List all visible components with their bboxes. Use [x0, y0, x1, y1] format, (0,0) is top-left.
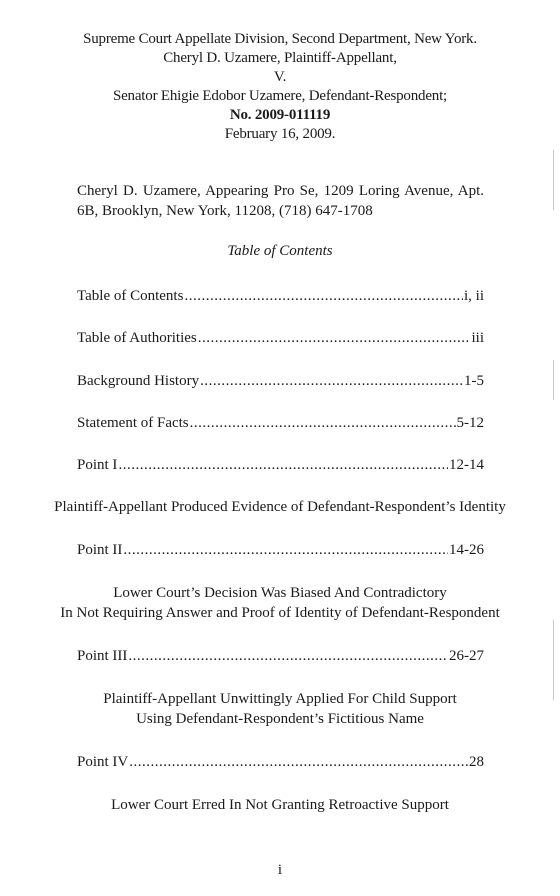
point-title-line: Lower Court Erred In Not Granting Retroactive Support: [111, 797, 449, 813]
toc-dot-leader: [118, 455, 448, 475]
toc-entry-pages: iii: [471, 330, 484, 346]
defendant-line: Senator Ehigie Edobor Uzamere, Defendant-Respondent;: [112, 88, 448, 104]
scan-edge-mark: [553, 150, 554, 210]
court-name: Supreme Court Appellate Division, Second Department, New York.: [83, 31, 477, 47]
toc-entry-pages: 14-26: [449, 542, 484, 558]
toc-entry: [77, 371, 484, 391]
toc-entry-pages: 12-14: [449, 457, 484, 473]
toc-dot-leader: [129, 752, 468, 772]
toc-entry-label: Point I: [77, 457, 118, 473]
toc-entry: [77, 328, 484, 348]
toc-entry-pages: 26-27: [449, 648, 484, 664]
toc-entry: [77, 540, 484, 560]
toc-entry: [77, 413, 484, 433]
toc-dot-leader: [123, 540, 448, 560]
point-title: [40, 689, 520, 729]
point-title-line: Lower Court’s Decision Was Biased And Contradictory: [113, 585, 447, 601]
toc-entry: [77, 646, 484, 666]
point-title-line: In Not Requiring Answer and Proof of Identity of Defendant-Respondent: [60, 605, 500, 621]
toc-entry-pages: i, ii: [463, 288, 484, 304]
toc-dot-leader: [128, 646, 448, 666]
toc-entry-label: Point IV: [77, 754, 129, 770]
scan-edge-mark: [553, 620, 554, 700]
point-title: [40, 795, 520, 815]
point-title-line: Using Defendant-Respondent’s Fictitious Name: [136, 711, 424, 727]
point-title-line: Plaintiff-Appellant Unwittingly Applied For Child Support: [103, 691, 457, 707]
toc-dot-leader: [198, 328, 471, 348]
toc-entry-pages: 28: [469, 754, 484, 770]
plaintiff-line: Cheryl D. Uzamere, Plaintiff-Appellant,: [163, 50, 397, 66]
toc-dot-leader: [184, 286, 463, 306]
toc-dot-leader: [200, 371, 463, 391]
toc-entry-pages: 1-5: [464, 373, 484, 389]
point-title-line: Plaintiff-Appellant Produced Evidence of Defendant-Respondent’s Identity: [54, 499, 506, 515]
toc-entry-label: Point II: [77, 542, 123, 558]
toc-heading: Table of Contents: [227, 243, 333, 259]
toc-entry-pages: 5-12: [456, 415, 484, 431]
toc-entry-label: Background History: [77, 373, 200, 389]
point-title: [40, 583, 520, 623]
toc-dot-leader: [190, 413, 456, 433]
toc-entry: [77, 455, 484, 475]
toc-entry-label: Table of Contents: [77, 288, 184, 304]
toc-entry: [77, 752, 484, 772]
caption-date: February 16, 2009.: [224, 126, 336, 142]
appearance-paragraph: Cheryl D. Uzamere, Appearing Pro Se, 1209 Loring Avenue, Apt. 6B, Brooklyn, New York, 11208, (718) 647-1708: [77, 183, 484, 219]
toc-entry-label: Table of Authorities: [77, 330, 197, 346]
toc-entry: [77, 286, 484, 306]
versus-line: V.: [273, 69, 287, 85]
toc-entry-label: Point III: [77, 648, 128, 664]
page-number: i: [277, 862, 283, 878]
toc-entry-label: Statement of Facts: [77, 415, 189, 431]
case-number: No. 2009-011119: [229, 107, 331, 123]
point-title: [40, 497, 520, 517]
scan-edge-mark: [553, 360, 554, 400]
case-caption: [60, 30, 500, 144]
